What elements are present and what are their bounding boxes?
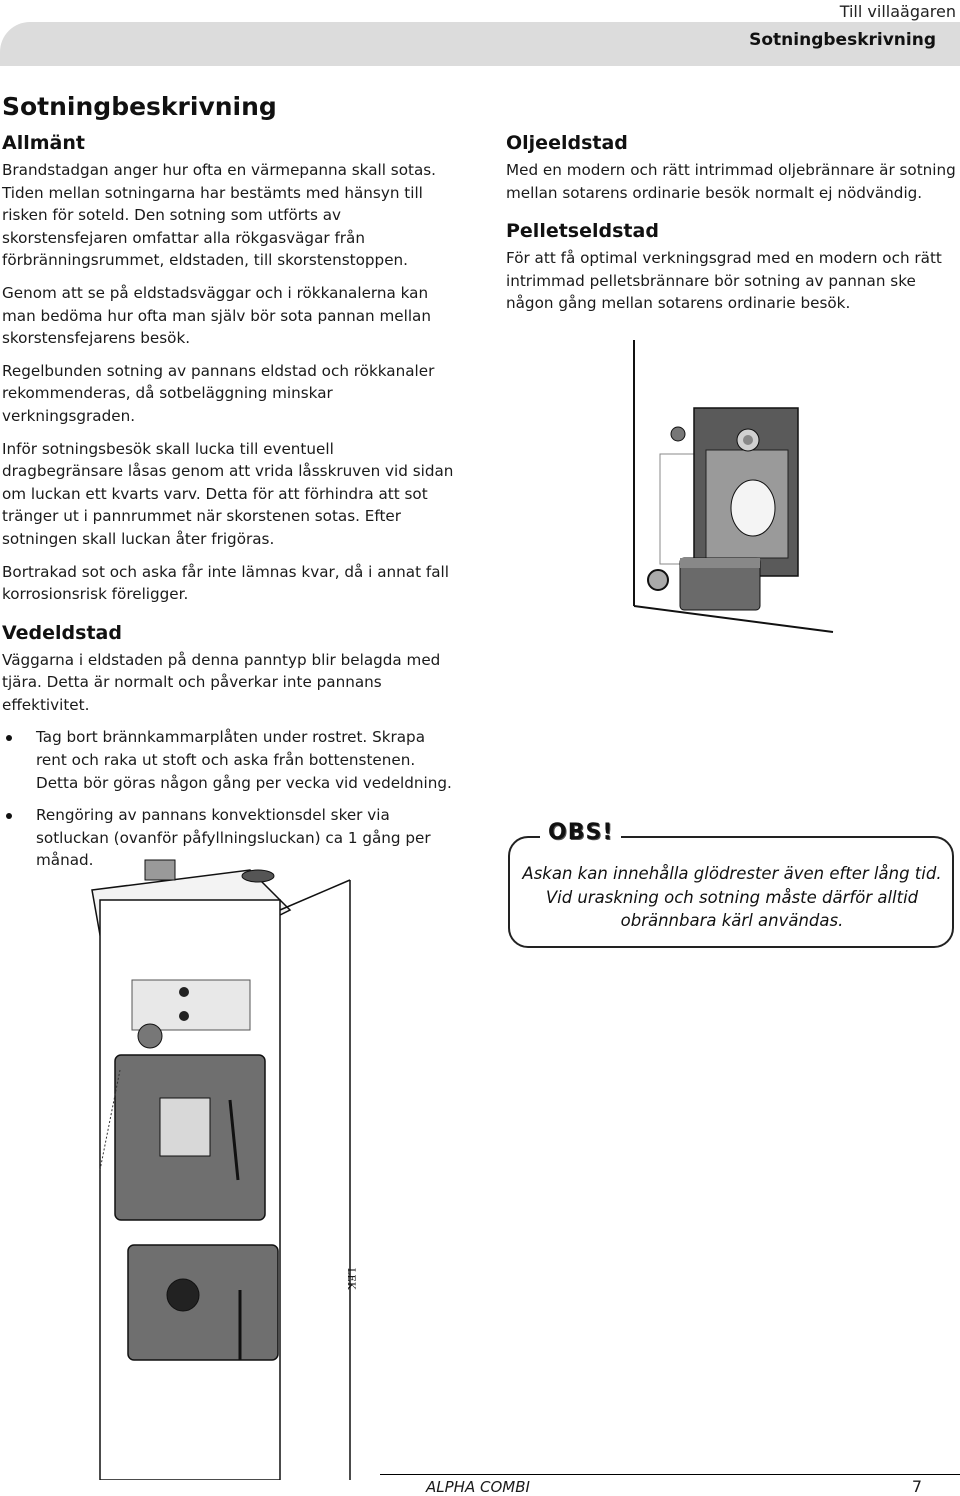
heading-vedeldstad: Vedeldstad bbox=[2, 621, 122, 644]
left-column bbox=[2, 130, 454, 882]
allmant-paragraph-3: Regelbunden sotning av pannans eldstad och rökkanaler rekommenderas, då sotbeläggning minskar verkningsgraden. bbox=[2, 361, 435, 425]
right-column bbox=[506, 130, 958, 325]
lek-mark: LEK bbox=[345, 1268, 356, 1290]
header-title: Sotningbeskrivning bbox=[749, 30, 936, 50]
list-item bbox=[2, 726, 454, 794]
obs-text: Askan kan innehålla glödrester även efter lång tid. Vid uraskning och sotning måste därför alltid obrännbara kärl användas. bbox=[522, 864, 942, 930]
heading-allmant: Allmänt bbox=[2, 132, 85, 154]
allmant-paragraph-4: Inför sotningsbesök skall lucka till eventuell dragbegränsare låsas genom att vrida låsskruven vid sidan om luckan ett kvarts varv. Detta för att förhindra att sot tränger ut i pannrummet när skorstenen sotas. Efter sotningen skall luckan åter frigöras. bbox=[2, 439, 454, 548]
allmant-paragraph-1: Brandstadgan anger hur ofta en värmepanna skall sotas. Tiden mellan sotningarna har bestämts med hänsyn till risken för soteld. Den sotning som utförts av skorstensfejaren omfattar alla rökgasvägar från förbränningsrummet, eldstaden, till skorstenstoppen. bbox=[2, 161, 436, 270]
bullet-icon bbox=[6, 813, 12, 819]
footer-rule bbox=[380, 1474, 960, 1475]
boiler-illustration bbox=[80, 840, 380, 1480]
heading-oljeeldstad: Oljeeldstad bbox=[506, 132, 628, 154]
heading-pelletseldstad: Pelletseldstad bbox=[506, 220, 659, 243]
header-section-label: Till villaägaren bbox=[839, 2, 956, 21]
footer-product: ALPHA COMBI bbox=[426, 1478, 530, 1496]
page-number: 7 bbox=[911, 1477, 922, 1496]
oljeeldstad-paragraph: Med en modern och rätt intrimmad oljebrännare är sotning mellan sotarens ordinarie besök normalt ej nödvändig. bbox=[506, 161, 956, 202]
bullet-text: Tag bort brännkammarplåten under rostret. Skrapa rent och raka ut stoft och aska från bottenstenen. Detta bör göras någon gång per vecka vid vedeldning. bbox=[36, 728, 452, 792]
pelletseldstad-paragraph: För att få optimal verkningsgrad med en modern och rätt intrimmad pelletsbrännare bör sotning av pannan ske någon gång mellan sotarens ordinarie besök. bbox=[506, 249, 942, 313]
allmant-paragraph-5: Bortrakad sot och aska får inte lämnas kvar, då i annat fall korrosionsrisk föreligger. bbox=[2, 562, 449, 604]
burner-plate-illustration bbox=[628, 336, 838, 636]
vedeldstad-paragraph: Väggarna i eldstaden på denna panntyp blir belagda med tjära. Detta är normalt och påverkar inte pannans effektivitet. bbox=[2, 650, 441, 714]
bullet-text: Rengöring av pannans konvektionsdel sker via sotluckan (ovanför påfyllningsluckan) ca 1 gång per månad. bbox=[36, 806, 431, 870]
page-title: Sotningbeskrivning bbox=[2, 92, 277, 121]
obs-label: OBS! bbox=[540, 820, 621, 845]
allmant-paragraph-2: Genom att se på eldstadsväggar och i rökkanalerna kan man bedöma hur ofta man själv bör sota pannan mellan skorstensfejarens besök. bbox=[2, 283, 431, 348]
bullet-icon bbox=[6, 735, 12, 741]
